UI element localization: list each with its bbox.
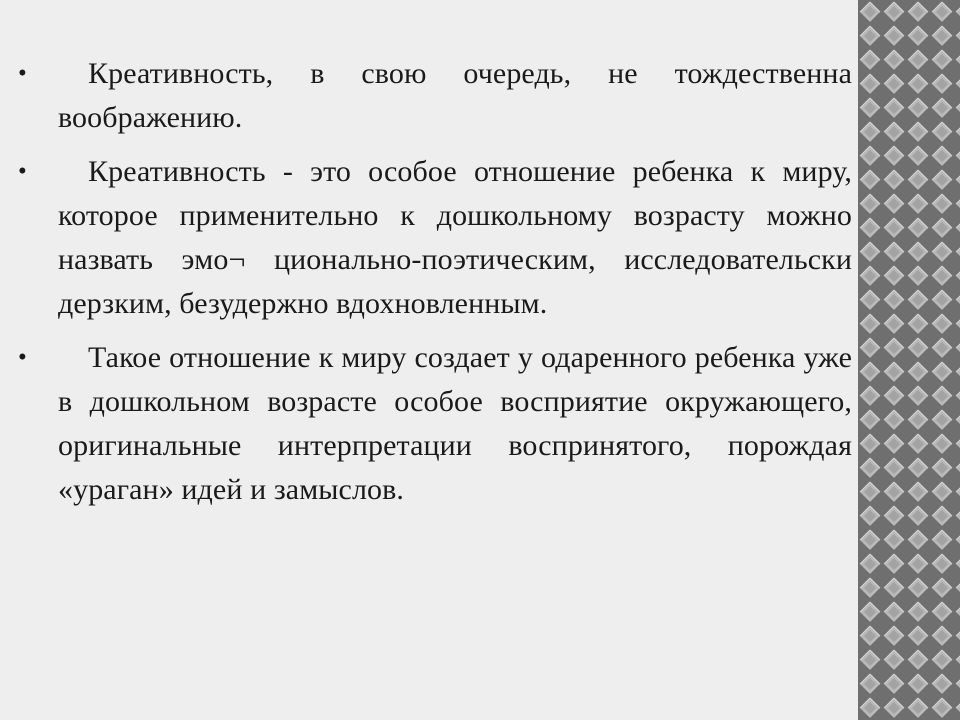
bullet-item-2	[0, 150, 852, 326]
decorative-pattern-strip	[858, 0, 960, 720]
bullet-marker: •	[18, 344, 27, 371]
bullet-item-3	[0, 336, 852, 512]
bullet-marker: •	[18, 60, 27, 87]
diamond-pattern-icon	[858, 0, 960, 720]
bullet-text: Креативность, в свою очередь, не тождественна воображению.	[58, 57, 852, 134]
bullet-list	[0, 52, 852, 522]
bullet-marker: •	[18, 158, 27, 185]
bullet-text: Такое отношение к миру создает у одаренного ребенка уже в дошкольном возрасте особое восприятие окружающего, оригинальные интерпретации воспринятого, порождая «ураган» идей и замыслов.	[58, 341, 852, 506]
bullet-item-1	[0, 52, 852, 140]
bullet-text: Креативность - это особое отношение ребенка к миру, которое применительно к дошкольному возрасту можно назвать эмо¬ ционально-поэтическим, исследовательски дерзким, безудержно вдохновленным.	[58, 155, 852, 320]
